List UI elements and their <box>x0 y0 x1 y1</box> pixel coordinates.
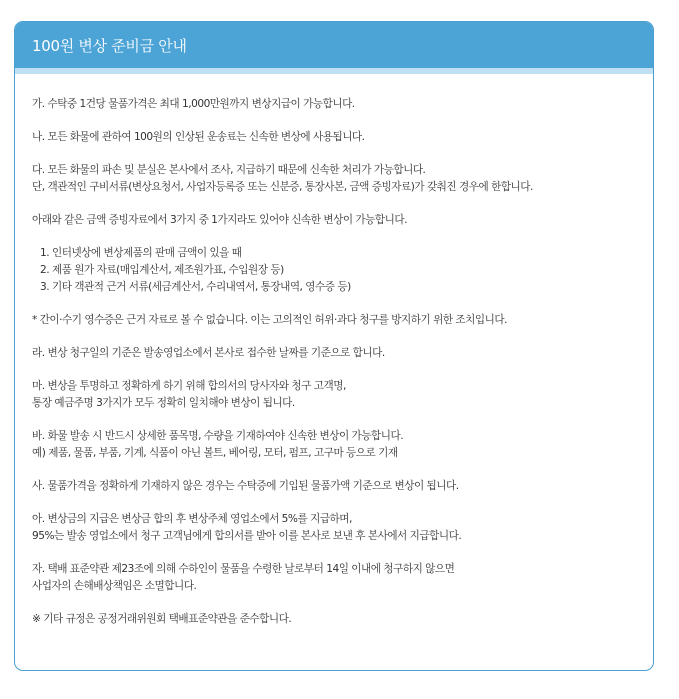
paragraph-line: 사업자의 손해배상책임은 소멸합니다. <box>32 580 197 592</box>
paragraph-na <box>32 129 653 146</box>
paragraph-line: 통장 예금주명 3가지가 모두 정확히 일치해야 변상이 됩니다. <box>32 397 295 409</box>
list-item: 3. 기타 객관적 근거 서류(세금계산서, 수리내역서, 통장내역, 영수증 등) <box>40 281 351 293</box>
paragraph-line: 아래와 같은 금액 증빙자료에서 3가지 중 1가지라도 있어야 신속한 변상이 가능합니다. <box>32 214 407 226</box>
notice-panel <box>14 21 654 671</box>
list-item: 1. 인터넷상에 변상제품의 판매 금액이 있을 때 <box>40 247 242 259</box>
paragraph-line: 사. 물품가격을 정확하게 기재하지 않은 경우는 수탁증에 기입된 물품가액 기준으로 변상이 됩니다. <box>32 480 459 492</box>
paragraph-line: 라. 변상 청구일의 기준은 발송영업소에서 본사로 접수한 날짜를 기준으로 합니다. <box>32 347 385 359</box>
paragraph-receipt-note <box>32 312 653 329</box>
list-item: 2. 제품 원가 자료(매입계산서, 제조원가표, 수입원장 등) <box>40 264 284 276</box>
paragraph-line: 단, 객관적인 구비서류(변상요청서, 사업자등록증 또는 신분증, 통장사본, 금액 증빙자료)가 갖춰진 경우에 한합니다. <box>32 181 533 193</box>
paragraph-other-rules <box>32 611 653 628</box>
paragraph-a <box>32 511 653 545</box>
paragraph-line: 가. 수탁중 1건당 물품가격은 최대 1,000만원까지 변상지급이 가능합니다. <box>32 98 355 110</box>
paragraph-line: 예) 제품, 물품, 부품, 기계, 식품이 아닌 볼트, 베어링, 모터, 펌프, 고구마 등으로 기재 <box>32 447 398 459</box>
notice-header <box>15 22 653 68</box>
paragraph-line: 나. 모든 화물에 관하여 100원의 인상된 운송료는 신속한 변상에 사용됩니다. <box>32 131 365 143</box>
paragraph-ja <box>32 561 653 595</box>
paragraph-line: ※ 기타 규정은 공정거래위원회 택배표준약관을 준수합니다. <box>32 613 292 625</box>
paragraph-evidence-intro <box>32 212 653 229</box>
paragraph-ra <box>32 345 653 362</box>
paragraph-ma <box>32 378 653 412</box>
evidence-requirements-list <box>32 245 653 296</box>
paragraph-sa <box>32 478 653 495</box>
paragraph-ba <box>32 428 653 462</box>
paragraph-line: 아. 변상금의 지급은 변상금 합의 후 변상주체 영업소에서 5%를 지급하며, <box>32 513 352 525</box>
notice-title: 100원 변상 준비금 안내 <box>32 37 187 55</box>
paragraph-line: * 간이·수기 영수증은 근거 자료로 볼 수 없습니다. 이는 고의적인 허위·과다 청구를 방지하기 위한 조치입니다. <box>32 314 507 326</box>
paragraph-line: 95%는 발송 영업소에서 청구 고객님에게 합의서를 받아 이를 본사로 보낸 후 본사에서 지급합니다. <box>32 530 462 542</box>
paragraph-line: 마. 변상을 투명하고 정확하게 하기 위해 합의서의 당사자와 청구 고객명, <box>32 380 346 392</box>
paragraph-da <box>32 162 653 196</box>
paragraph-line: 바. 화물 발송 시 반드시 상세한 품목명, 수량을 기재하여야 신속한 변상이 가능합니다. <box>32 430 404 442</box>
paragraph-line: 다. 모든 화물의 파손 및 분실은 본사에서 조사, 지급하기 때문에 신속한 처리가 가능합니다. <box>32 164 426 176</box>
paragraph-line: 자. 택배 표준약관 제23조에 의해 수하인이 물품을 수령한 날로부터 14일 이내에 청구하지 않으면 <box>32 563 455 575</box>
notice-body <box>15 74 653 628</box>
paragraph-ga <box>32 96 653 113</box>
